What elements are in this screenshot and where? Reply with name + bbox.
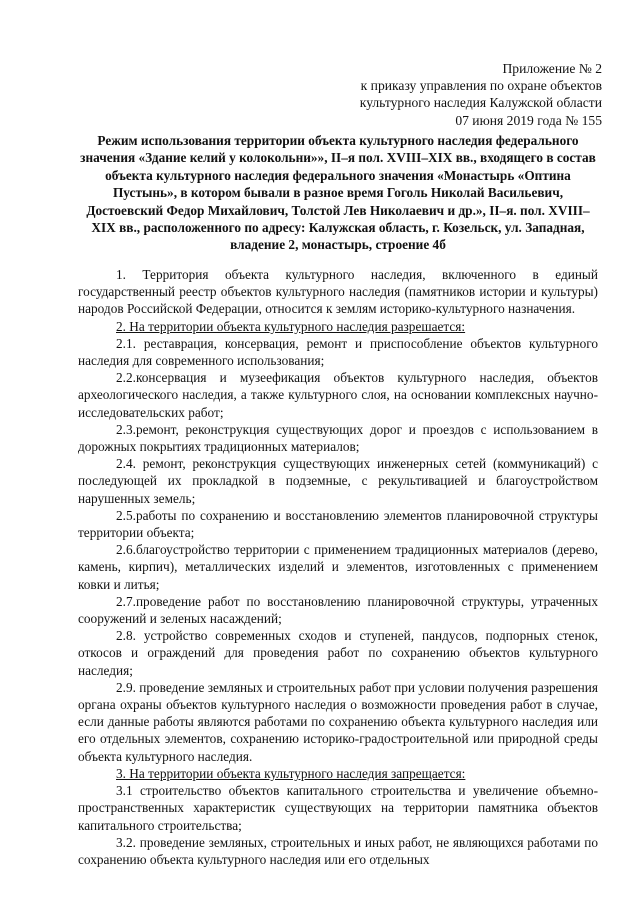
- appendix-header: [360, 60, 602, 129]
- paragraph-2-7: 2.7.проведение работ по восстановлению планировочной структуры, утраченных сооружений и зеленых насаждений;: [78, 593, 598, 627]
- paragraph-2-4: 2.4. ремонт, реконструкция существующих инженерных сетей (коммуникаций) с последующей их прокладкой в подземные, с рекультивацией и благоустройством нарушенных земель;: [78, 456, 598, 506]
- paragraph-1: 1. Территория объекта культурного наследия, включенного в единый государственный реестр объектов культурного наследия (памятников истории и культуры) народов Российской Федерации, относится к землям историко-культурного назначения.: [78, 267, 598, 317]
- document-title: Режим использования территории объекта культурного наследия федерального значения «Здание келий у колокольни»», II–я пол. XVIII–XIX вв., входящего в состав объекта культурного наследия федерального значения «Монастырь «Оптина Пустынь», в котором бывали в разное время Гоголь Николай Васильевич, Достоевский Федор Михайлович, Толстой Лев Николаевич и др.», II–я. пол. XVIII–XIX вв., расположенного по адресу: Калужская область, г. Козельск, ул. Западная, владение 2, монастырь, строение 4б: [80, 133, 596, 253]
- paragraph-2-5: 2.5.работы по сохранению и восстановлению элементов планировочной структуры территории объекта;: [78, 507, 598, 541]
- section-3-heading: [78, 765, 598, 782]
- section-2-heading-text: 2. На территории объекта культурного наследия разрешается:: [116, 318, 466, 334]
- issuing-authority: культурного наследия Калужской области: [359, 95, 602, 111]
- appendix-number: Приложение № 2: [502, 61, 602, 76]
- paragraph-2-8: 2.8. устройство современных сходов и ступеней, пандусов, подпорных стенок, откосов и ограждений для проведения работ по сохранению объектов культурного наследия;: [78, 628, 598, 678]
- paragraph-2-1: 2.1. реставрация, консервация, ремонт и приспособление объектов культурного наследия для современного использования;: [78, 335, 598, 369]
- document-body: [78, 266, 598, 868]
- order-date-number: 07 июня 2019 года № 155: [455, 112, 602, 128]
- section-3-heading-text: 3. На территории объекта культурного наследия запрещается:: [116, 765, 466, 781]
- paragraph-2-2: 2.2.консервация и музеефикация объектов культурного наследия, объектов археологического наследия, а также культурного слоя, на основании комплексных научно-исследовательских работ;: [78, 370, 598, 420]
- paragraph-2-9: 2.9. проведение земляных и строительных работ при условии получения разрешения органа охраны объектов культурного наследия о возможности проведения работ в случае, если данные работы являются работами по сохранению объекта культурного наследия или его отдельных элементов, сохранению историко-градостроительной или природной среды объекта культурного наследия.: [78, 679, 599, 764]
- section-2-heading: [78, 318, 598, 335]
- paragraph-3-2: 3.2. проведение земляных, строительных и иных работ, не являющихся работами по сохранению объекта культурного наследия или его отдельных: [78, 834, 598, 867]
- order-reference: к приказу управления по охране объектов: [360, 78, 602, 94]
- paragraph-3-1: 3.1 строительство объектов капитального строительства и увеличение объемно-пространственных характеристик существующих на территории памятника объектов капитального строительства;: [78, 783, 598, 833]
- paragraph-2-3: 2.3.ремонт, реконструкция существующих дорог и проездов с использованием в дорожных покрытиях традиционных материалов;: [78, 421, 598, 455]
- paragraph-2-6: 2.6.благоустройство территории с применением традиционных материалов (дерево, камень, кирпич), металлических изделий и элементов, изготовленных с применением ковки и литья;: [78, 542, 598, 592]
